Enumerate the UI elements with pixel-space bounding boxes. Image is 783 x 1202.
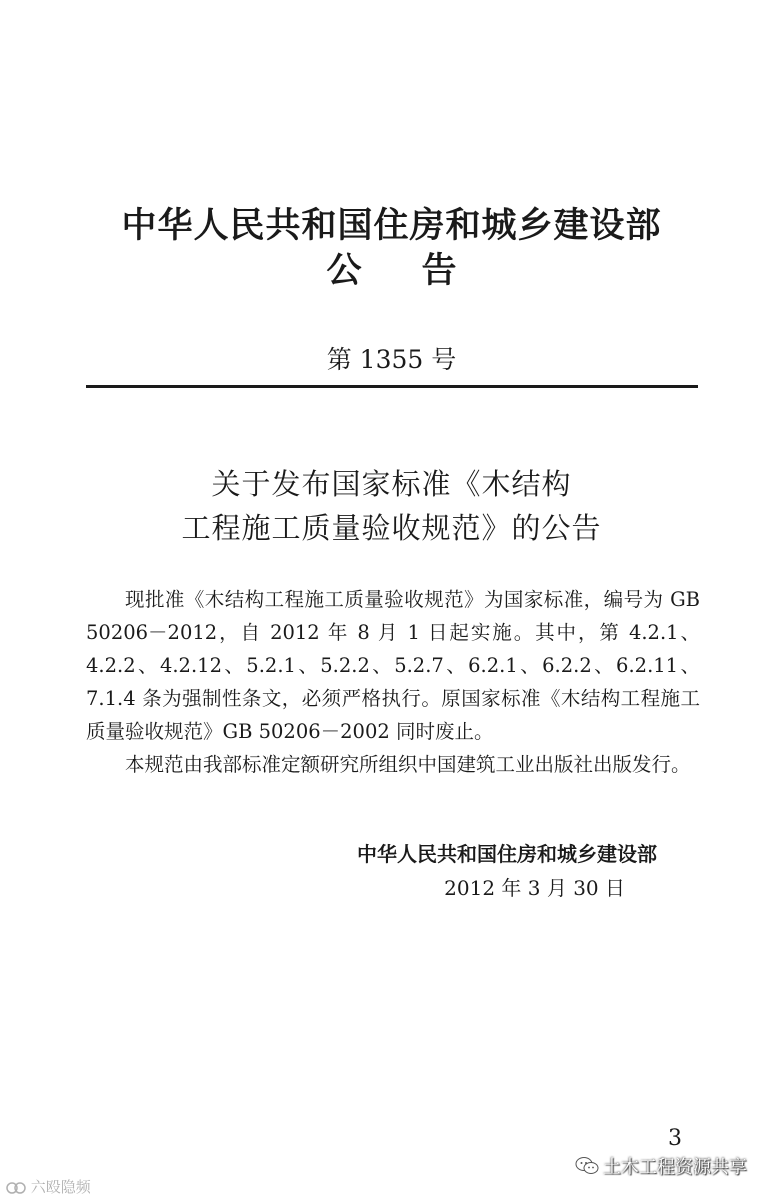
right-watermark-text: 土木工程资源共享 <box>603 1157 747 1178</box>
body-paragraph-2: 本规范由我部标准定额研究所组织中国建筑工业出版社出版发行。 <box>125 753 691 776</box>
left-watermark-text: 六殴隐频 <box>30 1178 91 1196</box>
document-title-line-1: 关于发布国家标准《木结构 <box>211 467 572 501</box>
wechat-icon <box>575 1156 599 1176</box>
document-title-line-2: 工程施工质量验收规范》的公告 <box>181 511 602 545</box>
signature-organization: 中华人民共和国住房和城乡建设部 <box>357 842 657 866</box>
body-paragraph-1: 现批准《木结构工程施工质量验收规范》为国家标准，编号为 GB 50206－2012，自 2012 年 8 月 1 日起实施。其中，第 4.2.1、4.2.2、4.2.12、5.2.1、5.2.2、5.2.7、6.2.1、6.2.2、6.2.11、7.1.4 条为强制性条文，必须严格执行。原国家标准《木结构工程施工质量验收规范》GB 50206－2002 同时废止。 <box>86 588 700 743</box>
ringo-logo-icon <box>6 1181 26 1195</box>
signature-date: 2012 年 3 月 30 日 <box>444 876 625 900</box>
header-divider <box>86 385 698 388</box>
notice-heading: 公告 <box>326 251 517 291</box>
source-watermark-right <box>575 1153 747 1179</box>
source-watermark-left <box>6 1176 91 1197</box>
notice-body <box>86 583 700 781</box>
notice-number: 第 1355 号 <box>326 345 457 374</box>
ministry-title: 中华人民共和国住房和城乡建设部 <box>121 206 662 246</box>
page-number: 3 <box>668 1126 682 1151</box>
